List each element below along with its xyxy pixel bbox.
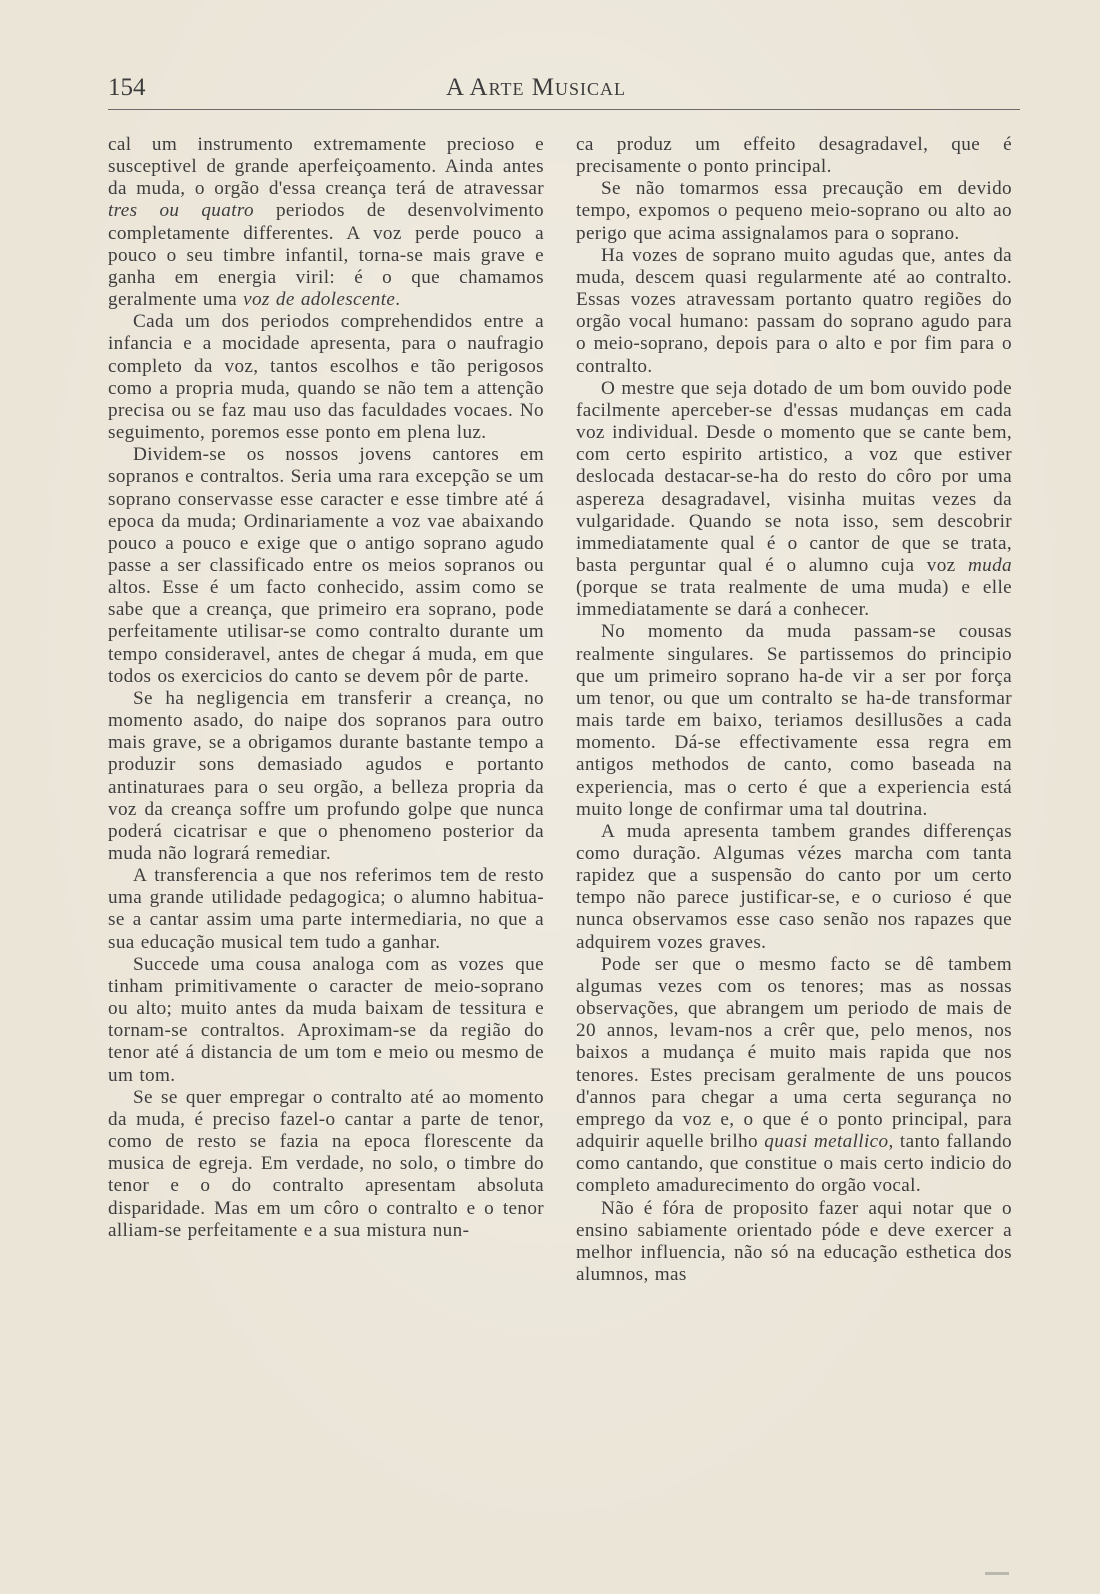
right-column — [576, 134, 1012, 1286]
paragraph: No momento da muda passam-se cousas realmente singulares. Se partissemos do principio que um primeiro soprano ha-de vir a ser por força um tenor, ou que um contralto se ha-de transformar mais tarde em baixo, teriamos desillusões a cada momento. Dá-se effectivamente essa regra em antigos methodos de canto, como baseada na experiencia, mas o certo é que a experiencia está muito longe de confirmar uma tal doutrina. — [576, 621, 1012, 820]
paragraph: ca produz um effeito desagradavel, que é precisamente o ponto principal. — [576, 134, 1012, 178]
paragraph: Não é fóra de proposito fazer aqui notar que o ensino sabiamente orientado póde e deve exercer a melhor influencia, não só na educação esthetica dos alumnos, mas — [576, 1197, 1012, 1285]
paragraph: Dividem-se os nossos jovens cantores em sopranos e contraltos. Seria uma rara excepção se um soprano conservasse esse caracter e esse timbre até á epoca da muda; Ordinariamente a voz vae abaixando pouco a pouco e exige que o antigo soprano agudo passe a ser classificado entre os meios sopranos ou altos. Esse é um facto conhecido, assim como se sabe que a creança, que primeiro era soprano, pode perfeitamente utilisar-se como contralto durante um tempo consideravel, antes de chegar á muda, em que todos os exercicios do canto se devem pôr de parte. — [108, 444, 544, 687]
paragraph: A muda apresenta tambem grandes differenças como duração. Algumas vézes marcha com tanta rapidez que a suspensão do canto por um certo tempo não parece justificar-se, e o curioso é que nunca observamos esse caso senão nos rapazes que adquirem vozes graves. — [576, 820, 1012, 953]
header-rule — [108, 109, 1020, 110]
left-column — [108, 134, 544, 1242]
paragraph: Ha vozes de soprano muito agudas que, antes da muda, descem quasi regularmente até ao contralto. Essas vozes atravessam portanto quatro regiões do orgão vocal humano: passam do soprano agudo para o meio-soprano, depois para o alto e por fim para o contralto. — [576, 244, 1012, 377]
paragraph: Pode ser que o mesmo facto se dê tambem algumas vezes com os tenores; mas as nossas observações, que abrangem um periodo de mais de 20 annos, levam-nos a crêr que, pelo menos, nos baixos a mudança é muito mais rapida que nos tenores. Estes precisam geralmente de uns poucos d'annos para chegar a uma certa segurança no emprego da voz e, o que é o ponto principal, para adquirir aquelle brilho quasi metallico, tanto fallando como cantando, que constitue o mais certo indicio do completo amadurecimento do orgão vocal. — [576, 953, 1012, 1197]
paragraph: cal um instrumento extremamente precioso e susceptivel de grande aperfeiçoamento. Ainda antes da muda, o orgão d'essa creança terá de atravessar tres ou quatro periodos de desenvolvimento completamente differentes. A voz perde pouco a pouco o seu timbre infantil, torna-se mais grave e ganha em energia viril: é o que chamamos geralmente uma voz de adolescente. — [108, 134, 544, 311]
paragraph: Succede uma cousa analoga com as vozes que tinham primitivamente o caracter de meio-soprano ou alto; muito antes da muda baixam de tessitura e tornam-se contraltos. Aproximam-se da região do tenor até á distancia de um tom e meio ou mesmo de um tom. — [108, 953, 544, 1086]
paragraph: Se ha negligencia em transferir a creança, no momento asado, do naipe dos sopranos para outro mais grave, se a obrigamos durante bastante tempo a produzir sons demasiado agudos e portanto antinaturaes para o seu orgão, a belleza propria da voz da creança soffre um profundo golpe que nunca poderá cicatrisar e que o phenomeno posterior da muda não logrará remediar. — [108, 687, 544, 864]
paragraph: O mestre que seja dotado de um bom ouvido pode facilmente aperceber-se d'essas mudanças em cada voz individual. Desde o momento que se cante bem, com certo espirito artistico, a voz que estiver deslocada destacar-se-ha do resto do côro por uma aspereza desagradavel, visinha muitas vezes da vulgaridade. Quando se nota isso, sem descobrir immediatamente qual é o cantor de que se trata, basta perguntar qual é o alumno cuja voz muda (porque se trata realmente de uma muda) e elle immediatamente se dará a conhecer. — [576, 377, 1012, 621]
print-smudge — [985, 1572, 1009, 1575]
running-title: A Arte Musical — [446, 74, 626, 101]
paragraph: A transferencia a que nos referimos tem de resto uma grande utilidade pedagogica; o alumno habitua-se a cantar assim uma parte intermediaria, no que a sua educação musical tem tudo a ganhar. — [108, 865, 544, 953]
paragraph: Cada um dos periodos comprehendidos entre a infancia e a mocidade apresenta, para o naufragio completo da voz, tantos escolhos e tão perigosos como a propria muda, quando se não tem a attenção precisa ou se faz mau uso das faculdades vocaes. No seguimento, poremos esse ponto em plena luz. — [108, 311, 544, 444]
paragraph: Se se quer empregar o contralto até ao momento da muda, é preciso fazel-o cantar a parte de tenor, como de resto se fazia na epoca florescente da musica de egreja. Em verdade, no solo, o timbre do tenor e o do contralto apresentam absoluta disparidade. Mas em um côro o contralto e o tenor alliam-se perfeitamente e a sua mistura nun- — [108, 1086, 544, 1241]
page-number: 154 — [108, 74, 146, 101]
paragraph: Se não tomarmos essa precaução em devido tempo, expomos o pequeno meio-soprano ou alto ao perigo que acima assignalamos para o soprano. — [576, 178, 1012, 244]
page-header — [108, 72, 1020, 112]
